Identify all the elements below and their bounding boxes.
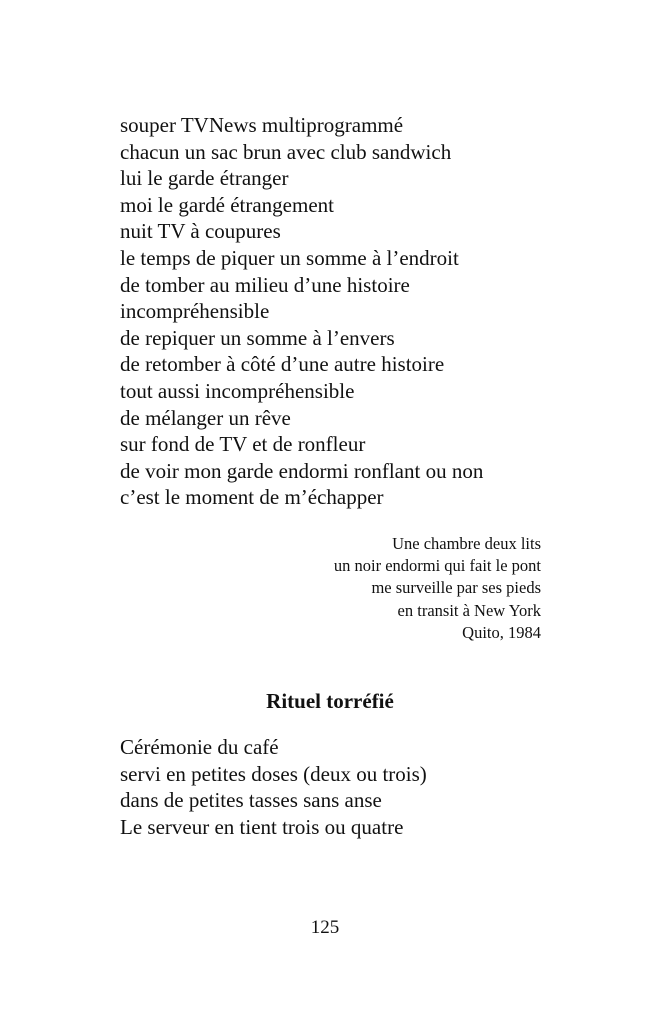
dedication-line: me surveille par ses pieds bbox=[371, 578, 541, 598]
poem-line: de voir mon garde endormi ronflant ou non bbox=[120, 458, 484, 483]
poem-line: servi en petites doses (deux ou trois) bbox=[120, 761, 427, 786]
poem-line: nuit TV à coupures bbox=[120, 219, 281, 244]
poem-line: dans de petites tasses sans anse bbox=[120, 788, 382, 813]
dedication-line: un noir endormi qui fait le pont bbox=[333, 556, 541, 576]
poem-stanza bbox=[120, 734, 560, 840]
poem-line: de tomber au milieu d’une histoire bbox=[120, 272, 410, 297]
poem-line: sur fond de TV et de ronfleur bbox=[120, 432, 366, 457]
poem-line: moi le gardé étrangement bbox=[120, 192, 334, 217]
poem-line: incompréhensible bbox=[120, 299, 270, 324]
poem-line: lui le garde étranger bbox=[120, 166, 289, 191]
poem-line: chacun un sac brun avec club sandwich bbox=[120, 139, 452, 164]
dedication-line: Une chambre deux lits bbox=[392, 534, 541, 553]
poem-line: Le serveur en tient trois ou quatre bbox=[120, 814, 404, 839]
poem-line: souper TVNews multiprogrammé bbox=[120, 113, 404, 137]
poem-line: Cérémonie du café bbox=[120, 735, 279, 759]
poem-line: de repiquer un somme à l’envers bbox=[120, 325, 395, 350]
poem-dedication bbox=[181, 533, 541, 644]
poem-line: de retomber à côté d’une autre histoire bbox=[120, 352, 445, 377]
page-number: 125 bbox=[310, 917, 340, 938]
poem-line: le temps de piquer un somme à l’endroit bbox=[120, 245, 459, 270]
dedication-line: en transit à New York bbox=[397, 600, 541, 620]
poem-line: de mélanger un rêve bbox=[120, 405, 291, 430]
poem-stanza bbox=[120, 112, 560, 511]
dedication-place-date: Quito, 1984 bbox=[462, 622, 541, 642]
poem-title: Rituel torréfié bbox=[266, 689, 394, 713]
poem-line: tout aussi incompréhensible bbox=[120, 378, 355, 403]
poem-line: c’est le moment de m’échapper bbox=[120, 485, 384, 510]
